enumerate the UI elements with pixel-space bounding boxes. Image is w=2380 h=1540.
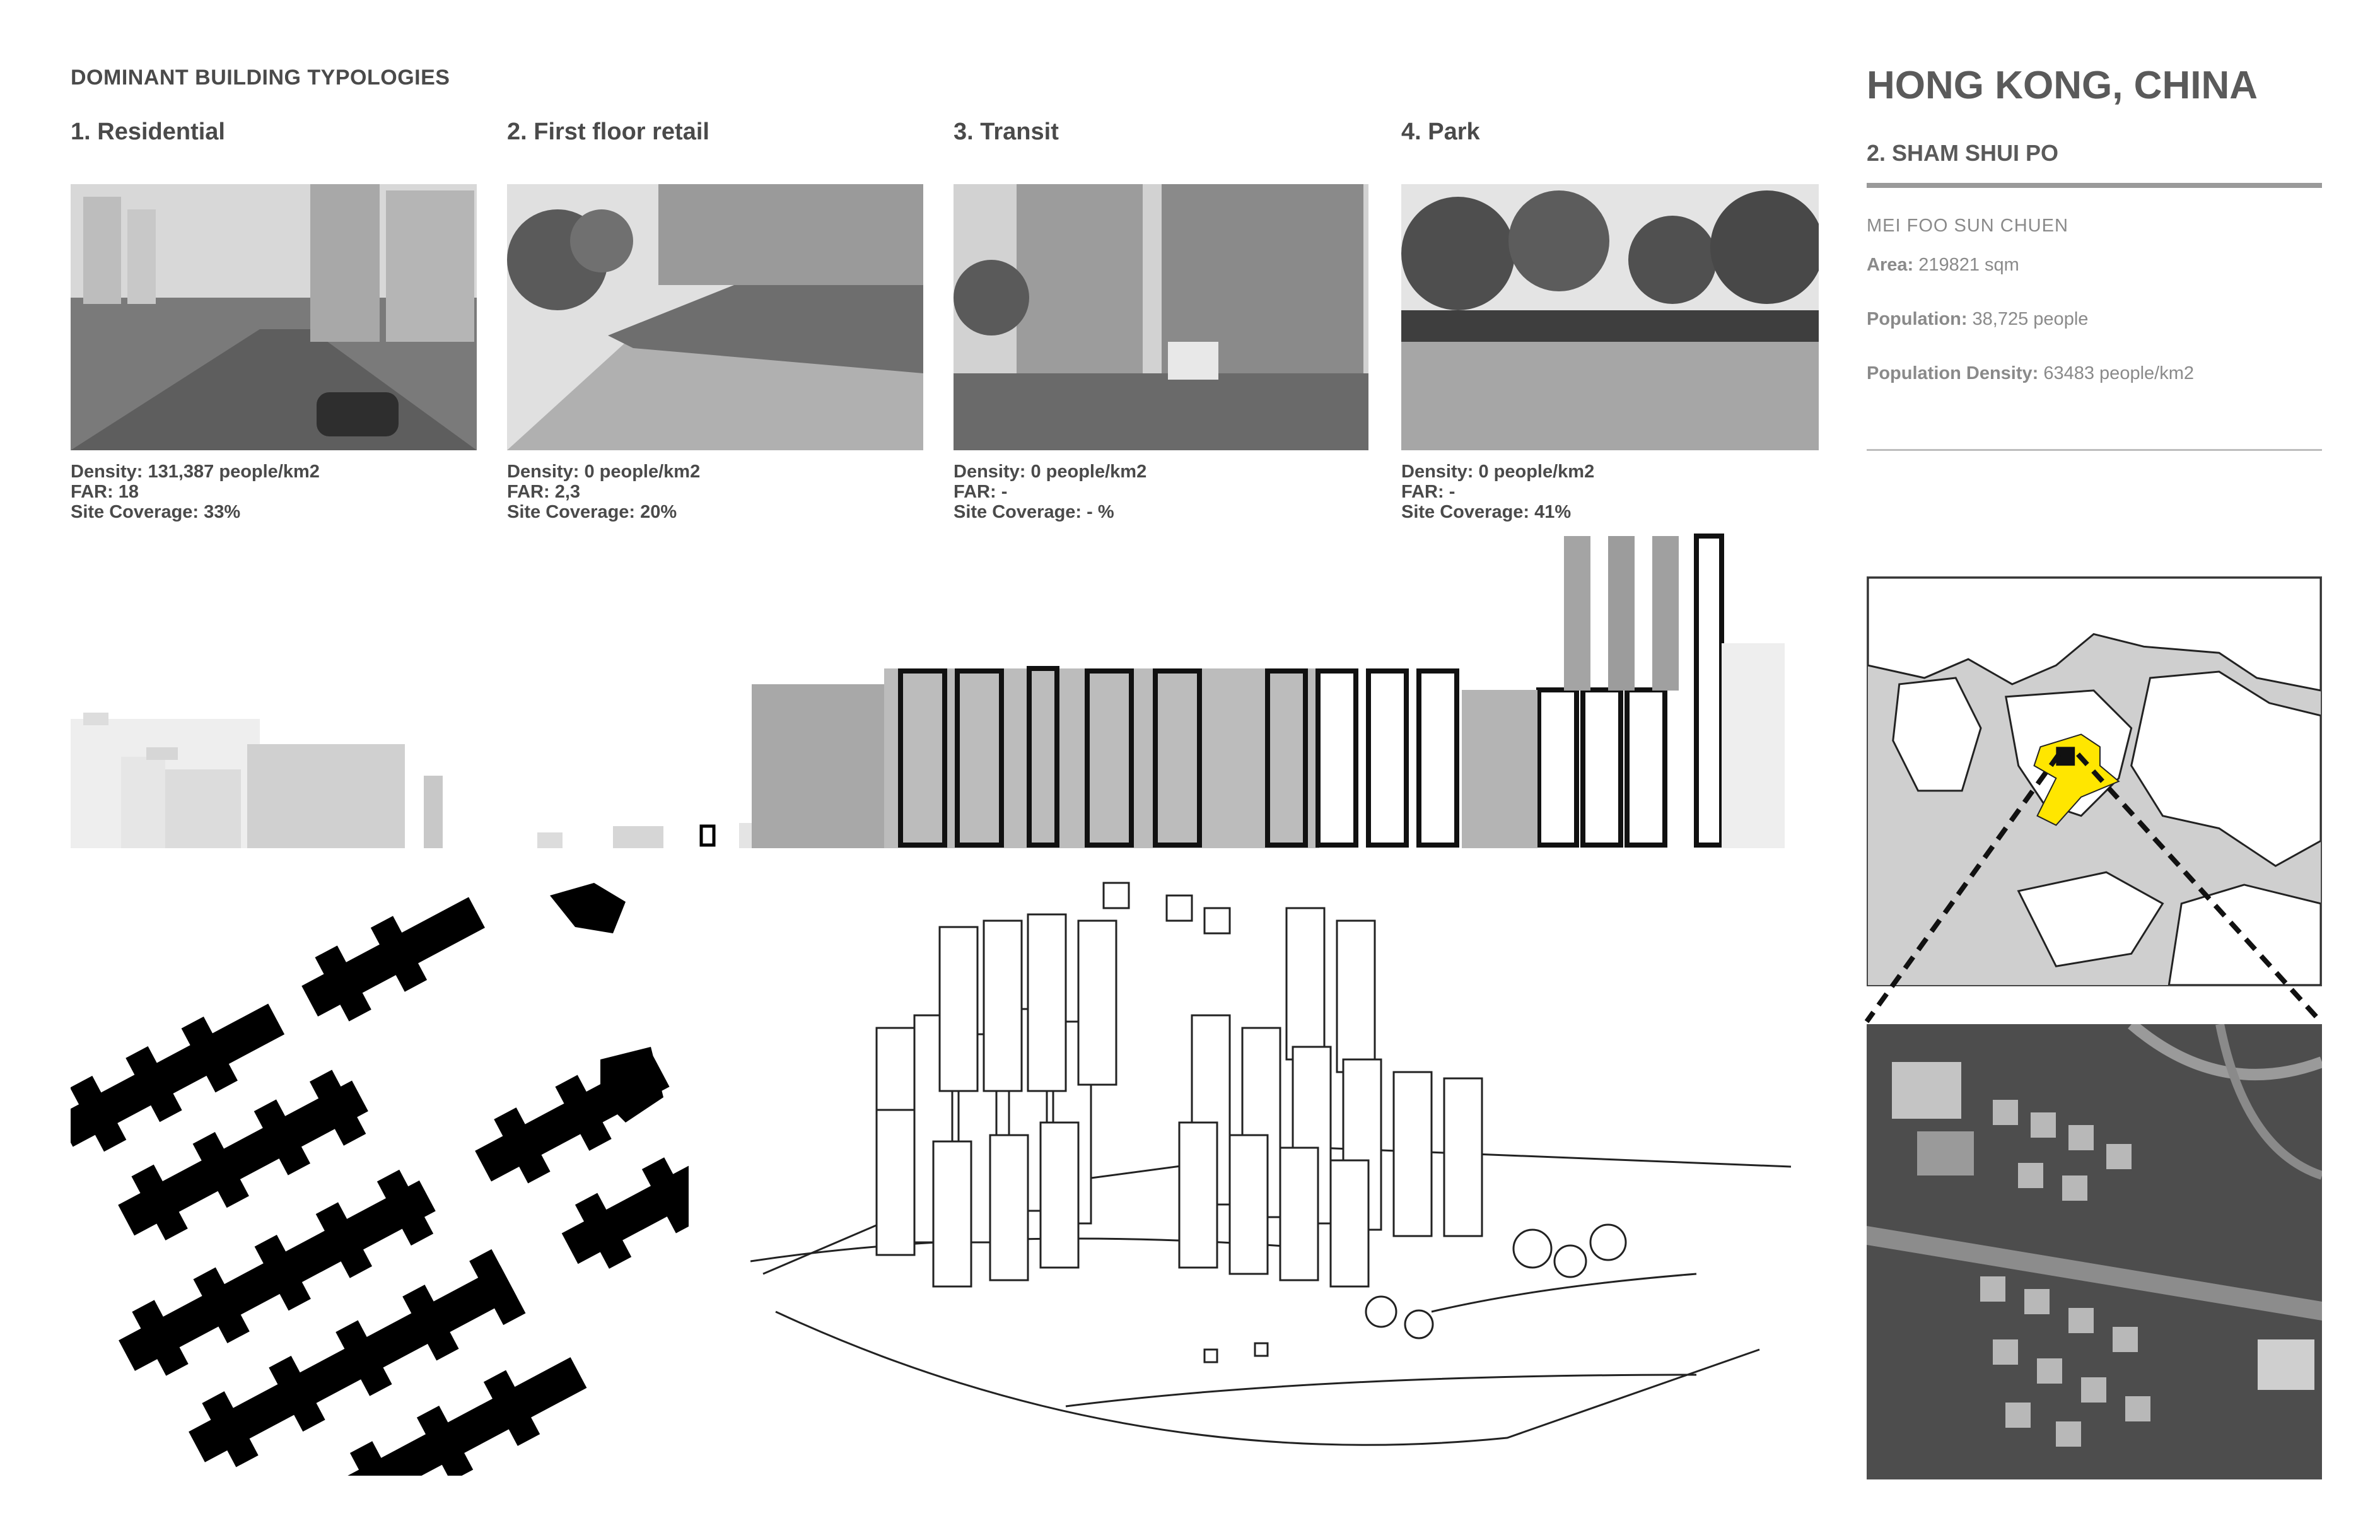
- info-divider: [1867, 449, 2322, 451]
- population-value: 38,725 people: [1972, 309, 2089, 329]
- typology-stats-park: [1401, 462, 1594, 522]
- density-value: 63483 people/km2: [2043, 363, 2194, 383]
- street-photo-transit: [954, 184, 1368, 450]
- street-photo-retail: [507, 184, 923, 450]
- typology-label-park: 4. Park: [1401, 119, 1480, 145]
- far-value: FAR: -: [954, 482, 1008, 502]
- density-value: Density: 0 people/km2: [954, 462, 1147, 482]
- population-row: [1867, 309, 2088, 330]
- zoom-connector-lines: [1860, 750, 2327, 1028]
- typology-label-retail: 2. First floor retail: [507, 119, 709, 145]
- site-coverage-value: Site Coverage: 33%: [71, 502, 241, 522]
- density-label: Population Density:: [1867, 363, 2039, 383]
- street-elevation-diagram: [71, 530, 1792, 848]
- area-value: 219821 sqm: [1918, 255, 2019, 275]
- typology-stats-transit: [954, 462, 1146, 522]
- aerial-photo: [1867, 1024, 2322, 1479]
- site-name: MEI FOO SUN CHUEN: [1867, 216, 2068, 236]
- typology-label-transit: 3. Transit: [954, 119, 1059, 145]
- section-title: DOMINANT BUILDING TYPOLOGIES: [71, 66, 450, 90]
- typology-stats-residential: [71, 462, 320, 522]
- typology-label-residential: 1. Residential: [71, 119, 225, 145]
- site-coverage-value: Site Coverage: 20%: [507, 502, 677, 522]
- density-value: Density: 131,387 people/km2: [71, 462, 320, 482]
- density-value: Density: 0 people/km2: [1401, 462, 1595, 482]
- density-row: [1867, 363, 2194, 384]
- far-value: FAR: 2,3: [507, 482, 581, 502]
- area-label: Area:: [1867, 255, 1914, 275]
- district-title: 2. SHAM SHUI PO: [1867, 140, 2059, 166]
- far-value: FAR: 18: [71, 482, 139, 502]
- site-coverage-value: Site Coverage: 41%: [1401, 502, 1572, 522]
- far-value: FAR: -: [1401, 482, 1455, 502]
- axonometric-drawing: [750, 870, 1823, 1488]
- street-photo-residential: [71, 184, 477, 450]
- site-coverage-value: Site Coverage: - %: [954, 502, 1114, 522]
- figure-ground-plan: [71, 870, 689, 1476]
- population-label: Population:: [1867, 309, 1968, 329]
- typology-stats-retail: [507, 462, 700, 522]
- density-value: Density: 0 people/km2: [507, 462, 701, 482]
- title-divider: [1867, 183, 2322, 188]
- street-photo-park: [1401, 184, 1819, 450]
- area-row: [1867, 255, 2019, 276]
- city-title: HONG KONG, CHINA: [1867, 64, 2258, 107]
